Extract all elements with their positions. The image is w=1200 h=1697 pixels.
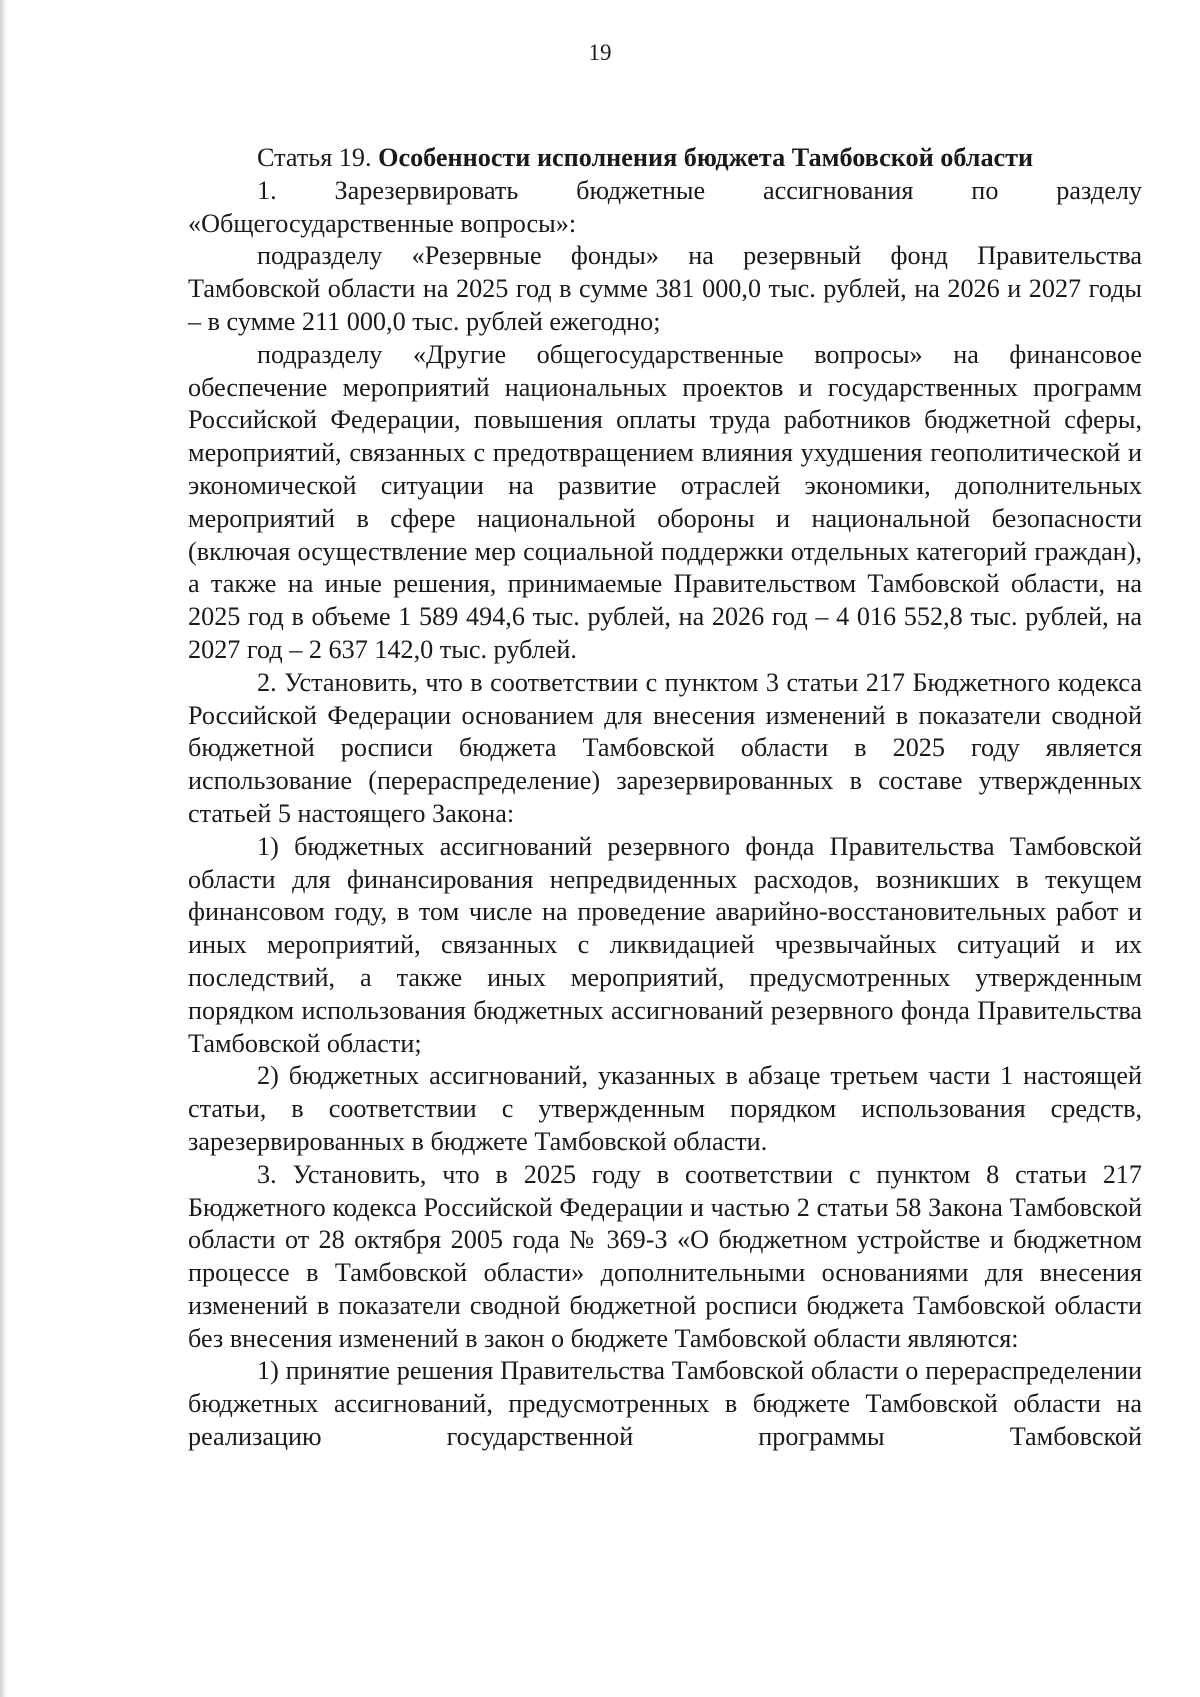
article-label: Статья 19.	[257, 143, 372, 172]
paragraph-2: подразделу «Резервные фонды» на резервный фонд Правительства Тамбовской области на 2025 год в сумме 381 000,0 тыс. рублей, на 2026 и 2027 годы – в сумме 211 000,0 тыс. рублей ежегодно;	[188, 241, 1142, 336]
paragraph-1: 1. Зарезервировать бюджетные ассигнования по разделу «Общегосударственные вопросы»:	[188, 175, 1142, 238]
paragraph-7: 3. Установить, что в 2025 году в соответствии с пунктом 8 статьи 217 Бюджетного кодекса Российской Федерации и частью 2 статьи 58 Закона Тамбовской области от 28 октября 2005 года № 369-З «О бюджетном устройстве и бюджетном процессе в Тамбовской области» дополнительными основаниями для внесения изменений в показатели сводной бюджетной росписи бюджета Тамбовской области без внесения изменений в закон о бюджете Тамбовской области являются:	[188, 1159, 1142, 1353]
paragraph-5: 1) бюджетных ассигнований резервного фонда Правительства Тамбовской области для финансирования непредвиденных расходов, возникших в текущем финансовом году, в том числе на проведение аварийно-восстановительных работ и иных мероприятий, связанных с ликвидацией чрезвычайных ситуаций и их последствий, а также иных мероприятий, предусмотренных утвержденным порядком использования бюджетных ассигнований резервного фонда Правительства Тамбовской области;	[188, 831, 1142, 1058]
page-number: 19	[588, 40, 612, 65]
paragraph-6: 2) бюджетных ассигнований, указанных в абзаце третьем части 1 настоящей статьи, в соответствии с утвержденным порядком использования средств, зарезервированных в бюджете Тамбовской области.	[188, 1061, 1142, 1156]
document-body	[188, 142, 1142, 1454]
paragraph-8: 1) принятие решения Правительства Тамбовской области о перераспределении бюджетных ассигнований, предусмотренных в бюджете Тамбовской области на реализацию государственной программы Тамбовской	[188, 1356, 1142, 1452]
scan-edge	[0, 0, 7, 1697]
paragraph-3: подразделу «Другие общегосударственные вопросы» на финансовое обеспечение мероприятий национальных проектов и государственных программ Российской Федерации, повышения оплаты труда работников бюджетной сферы, мероприятий, связанных с предотвращением влияния ухудшения геополитической и экономической ситуации на развитие отраслей экономики, дополнительных мероприятий в сфере национальной обороны и национальной безопасности (включая осуществление мер социальной поддержки отдельных категорий граждан), а также на иные решения, принимаемые Правительством Тамбовской области, на 2025 год в объеме 1 589 494,6 тыс. рублей, на 2026 год – 4 016 552,8 тыс. рублей, на 2027 год – 2 637 142,0 тыс. рублей.	[188, 339, 1142, 664]
article-title: Особенности исполнения бюджета Тамбовской области	[378, 143, 1034, 172]
article-heading	[188, 142, 1142, 175]
paragraph-4: 2. Установить, что в соответствии с пунктом 3 статьи 217 Бюджетного кодекса Российской Федерации основанием для внесения изменений в показатели сводной бюджетной росписи бюджета Тамбовской области в 2025 году является использование (перераспределение) зарезервированных в составе утвержденных статьей 5 настоящего Закона:	[188, 667, 1142, 828]
